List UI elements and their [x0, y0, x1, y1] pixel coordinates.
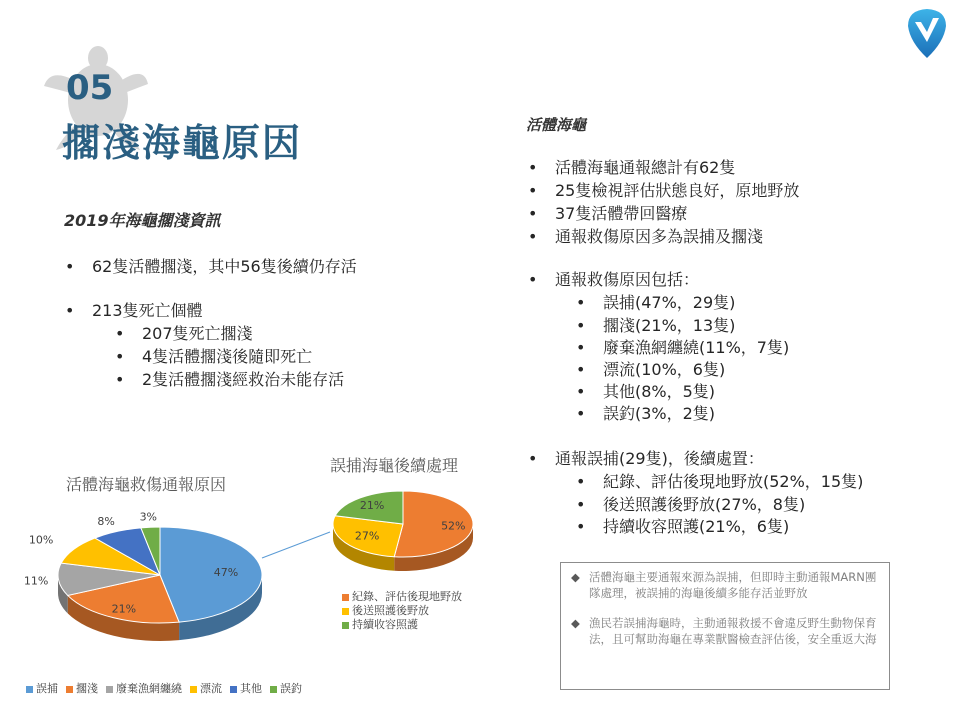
right-item: • 通報救傷原因多為誤捕及擱淺 [528, 227, 764, 246]
bullet-icon: • [576, 293, 586, 312]
bullet-icon: • [65, 257, 75, 276]
legend-label: 擱淺 [76, 682, 98, 695]
page-title: 擱淺海龜原因 [62, 121, 303, 165]
pie2-title: 誤捕海龜後續處理 [330, 456, 459, 475]
right-item: • 37隻活體帶回醫療 [528, 204, 688, 223]
legend-swatch [342, 622, 349, 629]
bullet-icon: • [576, 382, 586, 401]
legend-swatch [342, 594, 349, 601]
left-sub-item: • 207隻死亡擱淺 [115, 324, 253, 343]
left-heading: 2019年海龜擱淺資訊 [64, 211, 221, 230]
bullet-icon: • [576, 338, 586, 357]
bullet-icon: • [65, 301, 75, 320]
pie2-legend-item [342, 604, 462, 618]
cause-item: • 誤捕(47%，29隻) [576, 293, 736, 312]
legend-label: 其他 [240, 682, 262, 695]
legend-label: 誤捕 [36, 682, 58, 695]
bullet-icon: • [528, 449, 538, 468]
cause-item: • 漂流(10%，6隻) [576, 360, 726, 379]
bullet-icon: • [576, 360, 586, 379]
causes-heading: • 通報救傷原因包括： [528, 270, 700, 289]
bullet-icon: • [528, 270, 538, 289]
pie1-data-label: 3% [139, 510, 158, 524]
legend-swatch [190, 686, 197, 693]
bullet-icon: • [528, 181, 538, 200]
pie1-data-label: 21% [111, 602, 137, 616]
pie2-legend-item [342, 590, 462, 604]
right-heading: 活體海龜 [526, 116, 587, 134]
legend-swatch [342, 608, 349, 615]
pie1-legend-item [26, 682, 58, 695]
left-sub-item: • 4隻活體擱淺後隨即死亡 [115, 347, 313, 366]
pie2-data-label: 27% [354, 529, 380, 543]
legend-label: 廢棄漁網纏繞 [116, 682, 182, 695]
pie1-legend-item [270, 682, 302, 695]
bullet-icon: • [576, 517, 586, 536]
bullet-icon: • [576, 472, 586, 491]
pie1-legend-item [106, 682, 182, 695]
pie-charts [0, 470, 500, 680]
bycatch-item: • 持續收容照護(21%，6隻) [576, 517, 790, 536]
legend-swatch [270, 686, 277, 693]
bullet-icon: • [115, 370, 125, 389]
pie2-legend-item [342, 618, 462, 632]
left-item: • 62隻活體擱淺，其中56隻後續仍存活 [65, 257, 357, 276]
right-item: • 25隻檢視評估狀態良好，原地野放 [528, 181, 800, 200]
pie1-legend [26, 680, 310, 696]
pie1-legend-item [190, 682, 222, 695]
bullet-icon: • [528, 204, 538, 223]
pie2-data-label: 21% [359, 499, 385, 513]
cause-item: • 其他(8%，5隻) [576, 382, 716, 401]
bullet-icon: • [528, 227, 538, 246]
bullet-icon: • [115, 324, 125, 343]
pie1-data-label: 47% [213, 566, 239, 580]
pie1-legend-item [230, 682, 262, 695]
bullet-icon: • [115, 347, 125, 366]
note-box [560, 562, 890, 690]
right-item: • 活體海龜通報總計有62隻 [528, 158, 736, 177]
diamond-icon: ◆ [571, 616, 580, 630]
legend-swatch [230, 686, 237, 693]
bycatch-item: • 紀錄、評估後現地野放(52%，15隻) [576, 472, 864, 491]
pie1-data-label: 8% [97, 515, 115, 529]
bycatch-item: • 後送照護後野放(27%，8隻) [576, 495, 806, 514]
cause-item: • 誤釣(3%，2隻) [576, 404, 716, 423]
bullet-icon: • [576, 316, 586, 335]
cause-item: • 擱淺(21%，13隻) [576, 316, 736, 335]
bullet-icon: • [576, 495, 586, 514]
legend-label: 誤釣 [280, 682, 302, 695]
legend-label: 後送照護後野放 [352, 604, 429, 617]
cause-item: • 廢棄漁網纏繞(11%，7隻) [576, 338, 790, 357]
section-number: 05 [66, 68, 114, 108]
left-sub-item: • 2隻活體擱淺經救治未能存活 [115, 370, 345, 389]
marn-logo-icon [906, 6, 948, 60]
legend-swatch [66, 686, 73, 693]
bullet-icon: • [528, 158, 538, 177]
callout-line [262, 532, 330, 558]
left-item: • 213隻死亡個體 [65, 301, 203, 320]
pie2-legend [342, 590, 462, 632]
pie2-data-label: 52% [441, 519, 466, 533]
legend-label: 漂流 [200, 682, 222, 695]
legend-label: 紀錄、評估後現地野放 [352, 590, 462, 603]
diamond-icon: ◆ [571, 570, 580, 584]
bycatch-heading: • 通報誤捕(29隻)，後續處置： [528, 449, 764, 468]
pie1-data-label: 11% [23, 574, 49, 588]
note-item: ◆ 漁民若誤捕海龜時，主動通報救援不會違反野生動物保育法，且可幫助海龜在專業獸醫檢查評估後，安全重返大海 [571, 616, 877, 646]
note-item: ◆ 活體海龜主要通報來源為誤捕，但即時主動通報MARN團隊處理，被誤捕的海龜後續多能存活並野放 [571, 570, 877, 600]
pie1-data-label: 10% [28, 533, 54, 547]
pie1-legend-item [66, 682, 98, 695]
legend-label: 持續收容照護 [352, 618, 418, 631]
bullet-icon: • [576, 404, 586, 423]
pie1-title: 活體海龜救傷通報原因 [66, 475, 227, 494]
legend-swatch [106, 686, 113, 693]
legend-swatch [26, 686, 33, 693]
